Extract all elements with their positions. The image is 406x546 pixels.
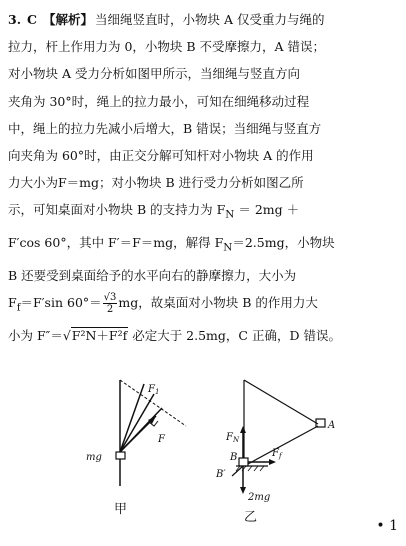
label-ff: $F_f$	[272, 448, 282, 460]
sqrt3-over-2-fraction	[103, 292, 118, 315]
ff-arrow-head	[269, 459, 276, 465]
label-b: B	[230, 452, 238, 463]
solution-line-1	[8, 6, 398, 33]
question-number: 3.	[8, 12, 22, 27]
analysis-tag: 【解析】	[42, 12, 93, 27]
solution-line-10: B 还要受到桌面给予的水平向右的静摩擦力，大小为	[8, 267, 297, 283]
solution-line-8-text: 示，可知桌面对小物块 B 的支持力为 F	[8, 202, 226, 218]
sqrt-expression: F²N＋F²f	[71, 327, 128, 343]
figure-yi-diagram	[212, 376, 342, 526]
solution-line-11	[8, 289, 398, 322]
block-a-square	[116, 452, 125, 459]
solution-line-8-rest: ＝ 2mg ＋	[234, 202, 300, 218]
solution-line-9-sub: N	[223, 241, 233, 254]
figure-jia-diagram	[82, 376, 202, 526]
page-number: • 1	[376, 518, 398, 534]
solution-line-1-text: 当细绳竖直时，小物块 A 仅受重力与绳的	[95, 12, 325, 27]
b-to-a-line	[248, 426, 318, 464]
twomg-arrow-head	[240, 487, 246, 494]
solution-line-9-rest: ＝2.5mg，小物块	[232, 235, 335, 251]
label-mg: mg	[86, 452, 102, 463]
figure-jia	[82, 376, 202, 526]
line11-sub: f	[16, 301, 21, 314]
line11-start: F	[8, 295, 17, 311]
solution-line-8-sub: N	[225, 208, 235, 221]
line11-end: mg，故桌面对小物块 B 的作用力大	[118, 295, 318, 311]
solution-line-6: 向夹角为 60°时，由正交分解可知杆对小物块 A 的作用	[8, 148, 314, 164]
label-f: F	[158, 434, 165, 445]
solution-line-8	[8, 196, 398, 229]
bprime-arrow-line	[232, 466, 243, 476]
solution-line-3: 对小物块 A 受力分析如图甲所示，当细绳与竖直方向	[8, 66, 300, 82]
figure-yi	[212, 376, 342, 526]
block-b	[239, 458, 248, 466]
fraction-denominator: 2	[106, 304, 114, 316]
figure-jia-caption: 甲	[114, 502, 128, 517]
solution-line-9	[8, 229, 398, 262]
fraction-numerator: √3	[103, 292, 117, 304]
line11-mid: ＝F′sin 60°＝	[20, 295, 102, 311]
fn-arrow-head	[240, 426, 246, 433]
figure-yi-caption: 乙	[244, 510, 258, 525]
label-f1: $F_1$	[148, 384, 160, 396]
label-fn: $F_N$	[226, 432, 240, 444]
label-2mg: 2mg	[248, 492, 271, 503]
label-bprime: B′	[216, 469, 226, 480]
label-a: A	[328, 420, 336, 431]
string-line	[244, 380, 318, 424]
solution-line-9-text: F′cos 60°，其中 F′＝F＝mg，解得 F	[8, 235, 224, 251]
solution-line-2: 拉力，杆上作用力为 0，小物块 B 不受摩擦力，A 错误；	[8, 39, 326, 55]
solution-line-4: 夹角为 30°时，绳上的拉力最小，可知在细绳移动过程	[8, 93, 310, 109]
answer-letter: C	[27, 12, 37, 27]
solution-line-7: 力大小为F＝mg；对小物块 B 进行受力分析如图乙所	[8, 175, 304, 191]
solution-text	[8, 6, 398, 349]
line12-start: 小为 F″＝	[8, 327, 63, 343]
solution-line-12: 小为 F″＝√F²N＋F²f 必定大于 2.5mg，C 正确，D 错误。	[8, 327, 341, 343]
solution-line-5: 中，绳上的拉力先减小后增大，B 错误；当细绳与竖直方	[8, 120, 322, 136]
line12-end: 必定大于 2.5mg，C 正确，D 错误。	[128, 327, 341, 343]
